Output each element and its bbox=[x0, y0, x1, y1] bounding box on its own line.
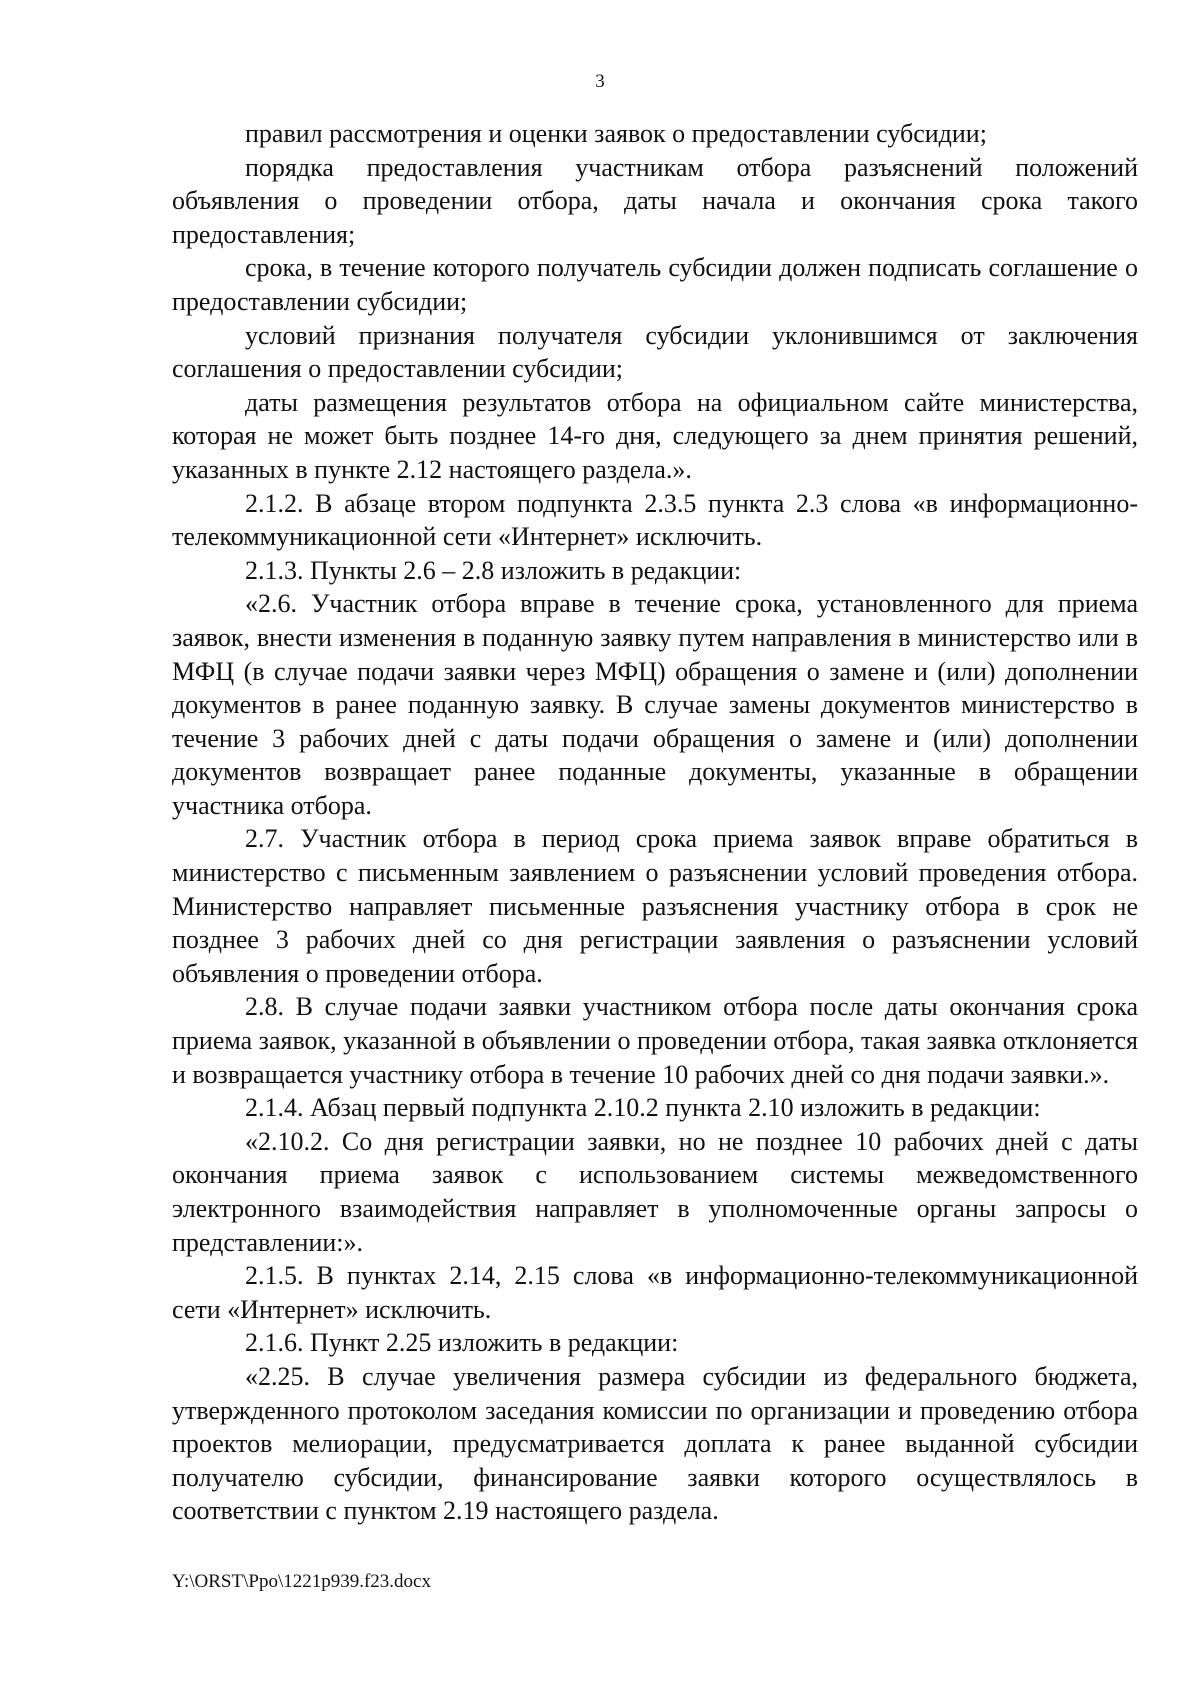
paragraph: «2.6. Участник отбора вправе в течение срока, установленного для приема заявок, внести изменения в поданную заявку путем направления в министерство или в МФЦ (в случае подачи заявки через МФЦ) обращения о замене и (или) дополнении документов в ранее поданную заявку. В случае замены документов министерство в течение 3 рабочих дней с даты подачи обращения о замене и (или) дополнении документов возвращает ранее поданные документы, указанные в обращении участника отбора. bbox=[172, 589, 1138, 820]
page-number: 3 bbox=[595, 71, 605, 92]
paragraph: 2.1.4. Абзац первый подпункта 2.10.2 пункта 2.10 изложить в редакции: bbox=[245, 1093, 1041, 1123]
paragraph: 2.1.3. Пункты 2.6 – 2.8 изложить в редакции: bbox=[245, 555, 742, 585]
paragraph: 2.1.6. Пункт 2.25 изложить в редакции: bbox=[245, 1328, 679, 1358]
paragraph: «2.10.2. Со дня регистрации заявки, но не позднее 10 рабочих дней с даты окончания приема заявок с использованием системы межведомственного электронного взаимодействия направляет в уполномоченные органы запросы о представлении:». bbox=[172, 1126, 1138, 1257]
paragraph: 2.7. Участник отбора в период срока приема заявок вправе обратиться в министерство с письменным заявлением о разъяснении условий проведения отбора. Министерство направляет письменные разъяснения участнику отбора в срок не позднее 3 рабочих дней со дня регистрации заявления о разъяснении условий объявления о проведении отбора. bbox=[172, 824, 1138, 988]
paragraph: срока, в течение которого получатель субсидии должен подписать соглашение о предоставлении субсидии; bbox=[172, 253, 1138, 316]
paragraph: 2.1.2. В абзаце втором подпункта 2.3.5 пункта 2.3 слова «в информационно-телекоммуникационной сети «Интернет» исключить. bbox=[172, 488, 1138, 552]
paragraph: порядка предоставления участникам отбора разъяснений положений объявления о проведении отбора, даты начала и окончания срока такого предоставления; bbox=[172, 152, 1138, 249]
paragraph: условий признания получателя субсидии уклонившимся от заключения соглашения о предоставлении субсидии; bbox=[172, 320, 1138, 384]
paragraph: 2.8. В случае подачи заявки участником отбора после даты окончания срока приема заявок, указанной в объявлении о проведении отбора, такая заявка отклоняется и возвращается участнику отбора в течение 10 рабочих дней со дня подачи заявки.». bbox=[172, 992, 1138, 1089]
document-body bbox=[172, 117, 1138, 1528]
paragraph: 2.1.5. В пунктах 2.14, 2.15 слова «в информационно-телекоммуникационной сети «Интернет» исключить. bbox=[172, 1261, 1138, 1324]
paragraph: даты размещения результатов отбора на официальном сайте министерства, которая не может быть позднее 14-го дня, следующего за днем принятия решений, указанных в пункте 2.12 настоящего раздела.». bbox=[172, 387, 1138, 484]
paragraph: правил рассмотрения и оценки заявок о предоставлении субсидии; bbox=[245, 119, 987, 148]
paragraph: «2.25. В случае увеличения размера субсидии из федерального бюджета, утвержденного протоколом заседания комиссии по организации и проведению отбора проектов мелиорации, предусматривается доплата к ранее выданной субсидии получателю субсидии, финансирование заявки которого осуществлялось в соответствии с пунктом 2.19 настоящего раздела. bbox=[172, 1361, 1138, 1526]
footer-file-path: Y:\ORST\Ppo\1221p939.f23.docx bbox=[172, 1571, 431, 1592]
